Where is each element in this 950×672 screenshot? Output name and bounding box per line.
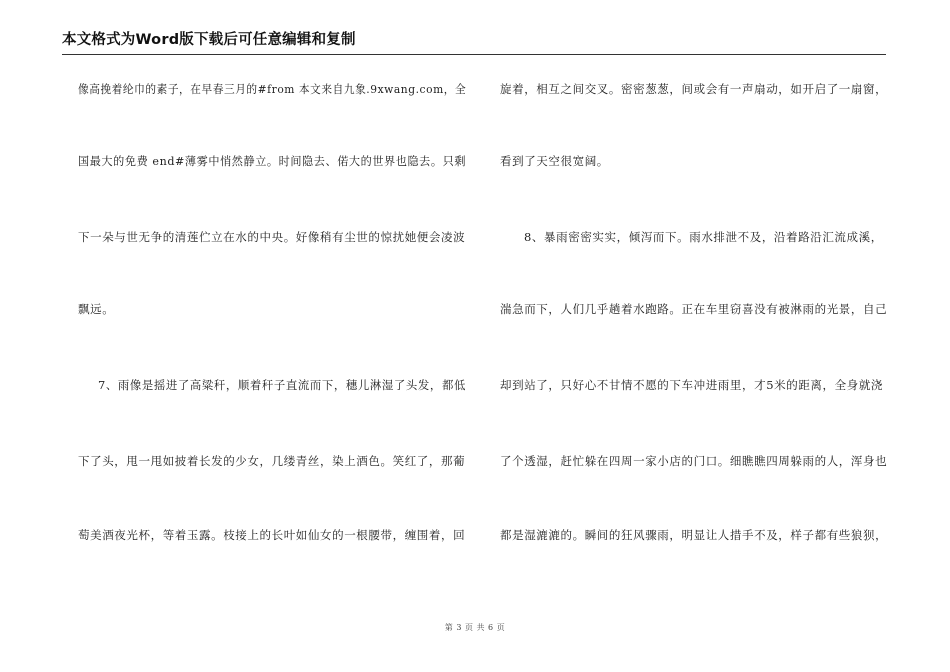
text-line: 下了头，甩一甩如披着长发的少女，几缕青丝，染上酒色。笑红了，那葡: [78, 454, 466, 468]
paragraph-first-line: 8、暴雨密密实实，倾泻而下。雨水排泄不及，沿着路沿汇流成溪，: [524, 230, 883, 244]
text-line: 了个透湿，赶忙躲在四周一家小店的门口。细瞧瞧四周躲雨的人，浑身也: [500, 454, 888, 468]
document-header: [62, 28, 886, 55]
text-line: 国最大的免费 end#薄雾中悄然静立。时间隐去、偌大的世界也隐去。只剩: [78, 154, 467, 168]
header-title: 本文格式为Word版下载后可任意编辑和复制: [62, 32, 356, 48]
text-line: 看到了天空很宽阔。: [500, 154, 609, 168]
paragraph-first-line: 7、雨像是摇进了高粱秆，顺着秆子直流而下，穗儿淋湿了头发，都低: [98, 378, 466, 392]
text-line: 像高挽着纶巾的素子，在早春三月的#from 本文来自九象.9xwang.com，全: [78, 82, 467, 96]
text-line: 湍急而下，人们几乎趟着水跑路。正在车里窃喜没有被淋雨的光景，自己: [500, 302, 888, 316]
page-number: 第 3 页 共 6 页: [444, 623, 506, 632]
text-line: 萄美酒夜光杯，等着玉露。枝接上的长叶如仙女的一根腰带，缠围着，回: [78, 528, 466, 542]
text-line: 却到站了，只好心不甘情不愿的下车冲进雨里，才5米的距离，全身就浇: [500, 378, 884, 392]
text-line: 旋着，相互之间交叉。密密葱葱，间或会有一声扇动，如开启了一扇窗，: [500, 82, 888, 96]
text-line: 都是湿漉漉的。瞬间的狂风骤雨，明显让人措手不及，样子都有些狼狈，: [500, 528, 888, 542]
text-line: 下一朵与世无争的清莲伫立在水的中央。好像稍有尘世的惊扰她便会凌波: [78, 230, 466, 244]
text-line: 飘远。: [78, 302, 115, 316]
